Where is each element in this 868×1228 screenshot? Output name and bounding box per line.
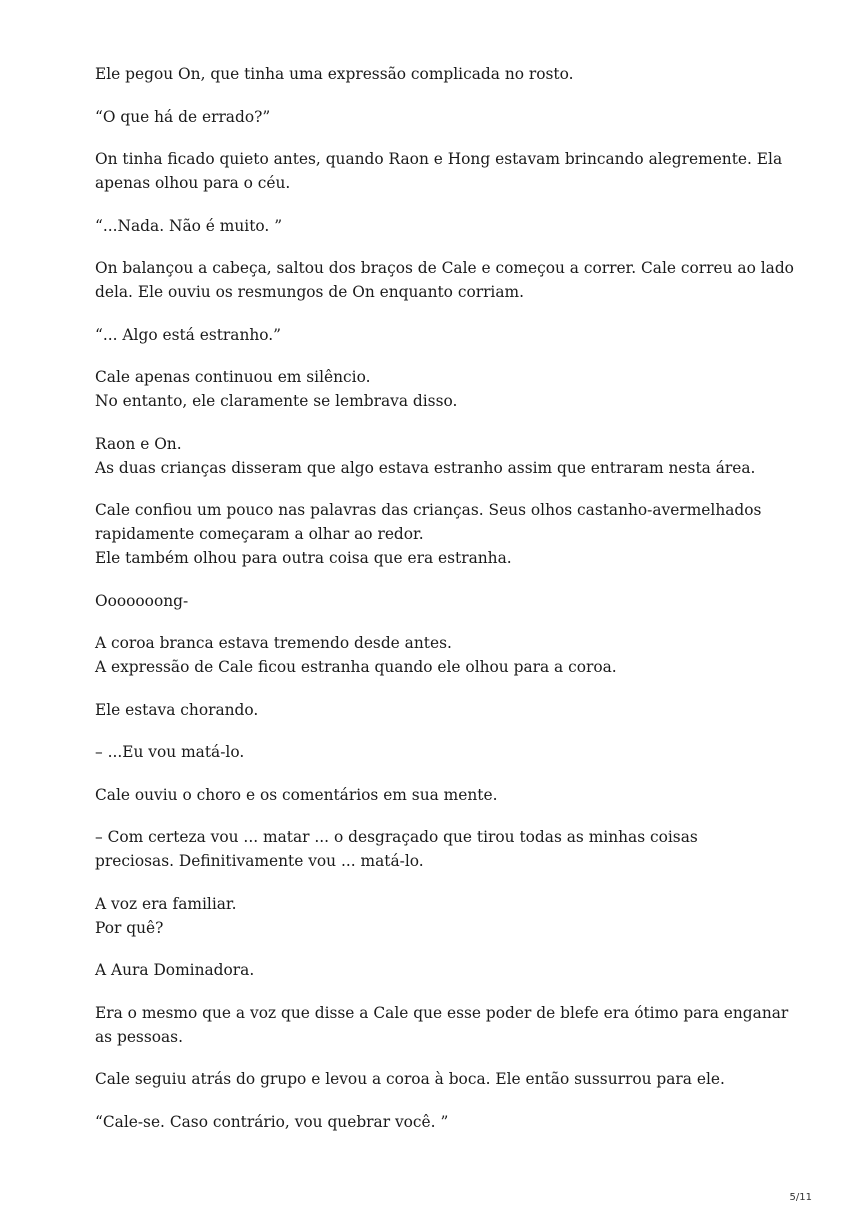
document-body: [95, 62, 794, 1152]
page-number: 5/11: [789, 1192, 812, 1203]
paragraph-line: Cale confiou um pouco nas palavras das crianças. Seus olhos castanho-avermelhados: [95, 501, 762, 519]
paragraph-line: – ...Eu vou matá-lo.: [95, 743, 245, 761]
paragraph-line: Ele pegou On, que tinha uma expressão complicada no rosto.: [95, 65, 574, 83]
paragraph: [95, 147, 785, 195]
paragraph: [95, 892, 785, 940]
paragraph-line: A coroa branca estava tremendo desde antes.: [95, 634, 452, 652]
paragraph-line: Cale apenas continuou em silêncio.: [95, 368, 371, 386]
paragraph: [95, 498, 785, 570]
paragraph-line: A voz era familiar.: [95, 894, 237, 913]
paragraph: [95, 256, 794, 304]
paragraph-line: rapidamente começaram a olhar ao redor.: [95, 525, 424, 543]
paragraph: [95, 698, 785, 722]
paragraph-line: A Aura Dominadora.: [95, 961, 255, 979]
paragraph: [95, 432, 785, 480]
paragraph: [95, 1067, 785, 1091]
paragraph-line: On tinha ficado quieto antes, quando Raon e Hong estavam brincando alegremente. Ela: [95, 150, 783, 168]
paragraph: [95, 783, 785, 807]
paragraph: [95, 214, 785, 238]
paragraph: [95, 740, 785, 764]
paragraph-line: Ooooooong-: [95, 591, 189, 610]
paragraph-line: “O que há de errado?”: [95, 107, 271, 126]
paragraph-line: as pessoas.: [95, 1027, 183, 1046]
paragraph-line: dela. Ele ouviu os resmungos de On enquanto corriam.: [95, 283, 525, 301]
paragraph-line: “... Algo está estranho.”: [95, 325, 282, 344]
paragraph: [95, 631, 785, 679]
paragraph-line: apenas olhou para o céu.: [95, 174, 291, 192]
paragraph: [95, 1110, 785, 1134]
paragraph: [95, 365, 785, 413]
paragraph-line: preciosas. Definitivamente vou ... matá-lo.: [95, 852, 424, 870]
paragraph-line: As duas crianças disseram que algo estava estranho assim que entraram nesta área.: [95, 458, 756, 477]
paragraph-line: On balançou a cabeça, saltou dos braços de Cale e começou a correr. Cale correu ao lado: [95, 259, 794, 277]
paragraph-line: Era o mesmo que a voz que disse a Cale que esse poder de blefe era ótimo para enganar: [95, 1003, 789, 1022]
paragraph: [95, 1001, 789, 1049]
paragraph-line: – Com certeza vou ... matar ... o desgraçado que tirou todas as minhas coisas: [95, 828, 698, 846]
paragraph-line: Cale ouviu o choro e os comentários em sua mente.: [95, 785, 498, 804]
paragraph: [95, 589, 785, 613]
paragraph: [95, 323, 785, 347]
paragraph: [95, 62, 785, 86]
paragraph-line: “...Nada. Não é muito. ”: [95, 216, 283, 235]
paragraph: [95, 825, 785, 873]
paragraph: [95, 105, 785, 129]
paragraph-line: “Cale-se. Caso contrário, vou quebrar você. ”: [95, 1112, 449, 1131]
paragraph-line: No entanto, ele claramente se lembrava disso.: [95, 392, 458, 410]
paragraph-line: Raon e On.: [95, 434, 182, 453]
paragraph: [95, 958, 785, 982]
paragraph-line: A expressão de Cale ficou estranha quando ele olhou para a coroa.: [95, 658, 617, 676]
paragraph-line: Ele também olhou para outra coisa que era estranha.: [95, 549, 512, 567]
paragraph-line: Ele estava chorando.: [95, 700, 259, 719]
paragraph-line: Cale seguiu atrás do grupo e levou a coroa à boca. Ele então sussurrou para ele.: [95, 1070, 725, 1088]
paragraph-line: Por quê?: [95, 918, 164, 937]
